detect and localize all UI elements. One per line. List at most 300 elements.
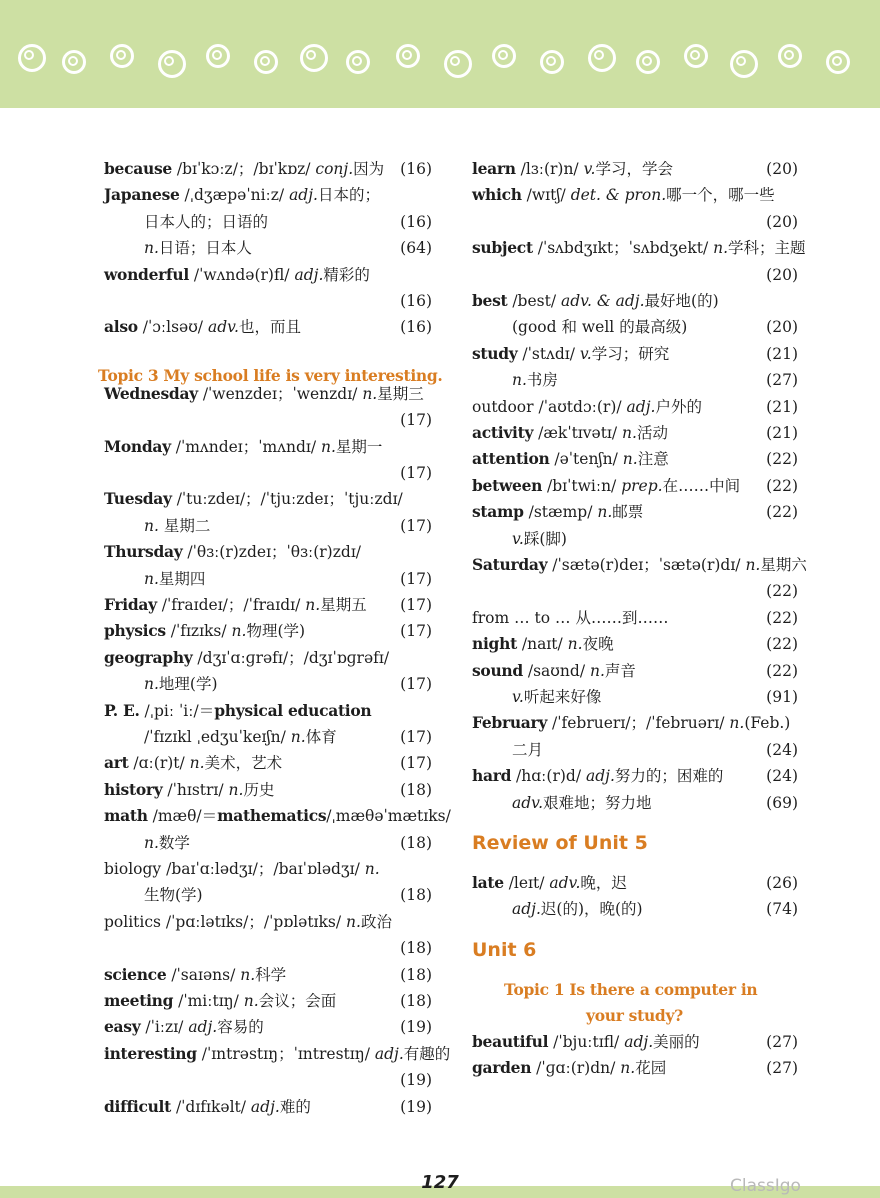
entry-line [512,367,558,393]
entry-line [472,763,723,789]
pronunciation: /ˈθɜː(r)zdeɪ；ˈθɜː(r)zdɪ/ [182,543,361,562]
pronunciation: /best/ [507,292,561,310]
pronunciation: /wɪtʃ/ [521,186,571,205]
continuation: 二月 [512,740,544,759]
headword: beautiful [472,1031,549,1051]
meaning: 邮票 [612,503,644,522]
meaning: 容易的 [217,1018,264,1037]
headword: difficult [104,1096,172,1116]
headword: math [104,806,148,826]
page-reference: (20) [766,265,798,284]
entry-line [472,182,775,208]
ring-ornament [62,50,86,74]
continuation: 生物(学) [144,886,203,905]
part-of-speech: n. [362,384,378,403]
part-of-speech: n. [729,714,745,733]
pronunciation: /leɪt/ [503,874,550,892]
meaning: 迟(的)，晚(的) [540,900,643,919]
page-reference: (27) [766,1059,798,1078]
pronunciation: /ˈmiːtɪŋ/ [173,992,244,1010]
page-reference: (64) [400,239,432,258]
watermark: ClassIgo [730,1176,801,1196]
meaning: 科学 [255,965,287,984]
ring-ornament [346,50,370,74]
meaning: 艰难地；努力地 [543,793,652,812]
meaning: 物理(学) [246,622,306,641]
entry-line [472,710,790,736]
part-of-speech: adj. [250,1097,280,1116]
meaning: (Feb.) [744,714,791,733]
pronunciation: /ɑː(r)t/ [128,754,190,773]
pronunciation: /lɜː(r)n/ [515,160,584,178]
page-reference: (21) [766,424,798,442]
pronunciation: /naɪt/ [516,635,568,654]
page-reference: (17) [400,754,432,773]
headword: best [472,291,508,310]
meaning: 体育 [305,728,337,746]
pronunciation: /ˌdʒæpəˈniːz/ [179,186,290,205]
page-reference: (20) [766,212,798,231]
pronunciation: /ˈtuːzdeɪ/；/ˈtjuːzdeɪ；ˈtjuːzdɪ/ [171,490,403,509]
page-reference: (22) [766,503,798,522]
entry-line [472,631,614,657]
entry-line [104,262,370,288]
page-reference: (27) [766,371,798,390]
part-of-speech: n. [290,728,306,746]
entry-line [472,235,806,261]
meaning: 从……到…… [575,608,669,627]
pronunciation: /bɪˈtwiːn/ [542,476,622,495]
page-reference: (26) [766,874,798,892]
meaning: 活动 [636,424,668,442]
part-of-speech: n. [567,635,583,654]
entry-line [104,803,451,829]
headword: Friday [104,595,157,614]
entry-line [104,1094,311,1120]
part-of-speech: v. [579,344,592,363]
pronunciation: /ˈfraɪdeɪ/；/ˈfraɪdɪ/ [156,596,306,614]
pronunciation: /əˈtenʃn/ [549,450,623,469]
part-of-speech: adv. [549,874,581,892]
meaning: 注意 [637,450,669,469]
entry-line [104,618,305,644]
part-of-speech: v. [512,529,524,548]
meaning: 学习，学会 [595,160,673,178]
pronunciation: /ˈsaɪəns/ [166,965,241,984]
headword: meeting [104,991,174,1010]
meaning: 因为 [353,160,385,178]
entry-line [104,988,336,1014]
page-reference: (69) [766,793,798,812]
pronunciation: /ˈaʊtdɔː(r)/ [533,397,627,416]
pronunciation: /ˈiːzɪ/ [140,1018,189,1037]
ring-ornament [588,44,616,72]
headword: Monday [104,436,171,456]
headword: attention [472,449,550,469]
part-of-speech: n. [305,596,321,614]
meaning: 星期二 [158,516,211,535]
headword-expansion: physical education [214,700,372,720]
page-reference: (16) [400,212,432,231]
headword: also [104,317,138,337]
entry-line [104,750,282,776]
entry-line [144,724,337,750]
meaning: 踩(脚) [523,529,567,548]
entry-line [472,870,627,896]
continuation: /ˈfɪzɪkl ˌedʒuˈkeɪʃn/ [144,728,291,746]
pronunciation: /ˈstʌdɪ/ [517,344,580,363]
pronunciation: /mæθ/＝ [147,807,218,826]
part-of-speech: n. [622,450,638,469]
page-reference: (22) [766,450,798,469]
meaning: 数学 [158,833,190,852]
headword: activity [472,423,534,442]
headword: art [104,753,129,773]
entry-line [512,314,687,340]
entry-line [104,314,301,340]
entry-line [472,446,669,472]
headword: learn [472,159,516,178]
page-reference: (19) [400,1018,432,1037]
pronunciation: /ˌmæθəˈmætɪks/ [326,807,451,826]
entry-line [472,499,643,525]
entry-line [472,420,668,446]
pronunciation: /ˈmʌndeɪ；ˈmʌndɪ/ [170,437,321,456]
part-of-speech: n. [243,992,259,1010]
entry-line [472,156,673,182]
page-reference: (20) [766,160,798,178]
headword: Saturday [472,555,548,574]
meaning: 星期四 [158,569,206,588]
entry-line [472,473,740,499]
pronunciation: /ˈsʌbdʒɪkt；ˈsʌbdʒekt/ [532,239,714,258]
part-of-speech: n. [589,661,605,680]
headword: science [104,964,167,984]
meaning: 也，而且 [238,318,301,337]
page-reference: (18) [400,965,432,984]
page-reference: (91) [766,688,798,706]
page-reference: (16) [400,318,432,337]
entry-line [144,566,205,592]
meaning: 在……中间 [662,476,741,495]
page-reference: (16) [400,160,432,178]
entry-line [472,1055,666,1081]
ring-ornament [110,44,134,68]
entry-line [104,1014,264,1040]
part-of-speech: n. [745,556,761,574]
entry-line [104,1041,450,1067]
meaning: 星期三 [377,384,424,403]
entry-line [472,658,636,684]
meaning: 学习；研究 [591,344,670,363]
page-reference: (17) [400,596,432,614]
pronunciation: /saʊnd/ [522,661,590,680]
meaning: 夜晚 [582,635,614,654]
meaning: 政治 [360,912,392,931]
part-of-speech: adj. [626,397,656,416]
entry-line [144,513,210,539]
meaning: 日本的； [317,186,380,205]
page-reference: (17) [400,411,432,430]
page-reference: (19) [400,1071,432,1090]
meaning: 晚，迟 [580,874,627,892]
entry-line [104,777,274,803]
part-of-speech: n. [231,622,247,641]
ring-ornament [396,44,420,68]
meaning: 星期一 [335,437,383,456]
meaning: 花园 [635,1059,667,1078]
page-reference: (17) [400,569,432,588]
page-reference: (24) [766,767,798,786]
entry-line [472,288,719,314]
entry-line [472,1029,700,1055]
entry-line [512,737,543,763]
pronunciation: /ˈɪntrəstɪŋ；ˈɪntrestɪŋ/ [196,1044,375,1063]
headword: which [472,185,522,205]
entry-line [104,856,380,882]
headword: garden [472,1058,532,1078]
headword: sound [472,660,523,680]
headword: night [472,634,517,654]
entry-line [512,684,601,710]
pronunciation: /ˈɔːlsəʊ/ [137,318,208,337]
pronunciation: /bɪˈkɔːz/；/bɪˈkɒz/ [171,160,316,178]
section-title: Unit 6 [472,938,537,961]
entry-line [104,592,367,618]
headword: easy [104,1017,141,1037]
part-of-speech: adj. [374,1044,404,1063]
pronunciation: /ˈwenzdeɪ；ˈwenzdɪ/ [197,384,363,403]
part-of-speech: n. [597,503,613,522]
entry-line [472,605,668,631]
meaning: 有趣的 [403,1044,451,1063]
page-reference: (21) [766,397,798,416]
page-reference: (17) [400,728,432,746]
headword: outdoor [472,397,534,416]
part-of-speech: adj. [294,265,324,284]
ring-ornament [730,50,758,78]
part-of-speech: n. [620,1059,636,1078]
pronunciation: /ækˈtɪvətɪ/ [533,424,623,442]
ring-ornament [826,50,850,74]
ring-ornament [636,50,660,74]
part-of-speech: v. [512,688,524,706]
meaning: 美丽的 [653,1032,700,1051]
part-of-speech: adj. [188,1018,218,1037]
entry-line [144,209,268,235]
entry-line [104,909,392,935]
meaning: 星期五 [320,596,367,614]
entry-line [104,486,403,512]
entry-line [472,394,702,420]
entry-line [512,526,567,552]
headword: because [104,159,172,178]
part-of-speech: adv. [512,793,544,812]
headword: politics [104,912,161,931]
entry-line [104,698,371,724]
part-of-speech: adv. [207,318,239,337]
headword: hard [472,766,512,786]
pronunciation: /ˈpɑːlətɪks/；/ˈpɒlətɪks/ [161,912,347,931]
entry-line [104,645,389,671]
headword: Thursday [104,542,183,562]
page-reference: (17) [400,622,432,641]
part-of-speech: n. [189,754,205,773]
page-reference: (18) [400,992,432,1010]
entry-line [472,552,807,578]
pronunciation: /hɑː(r)d/ [511,767,586,786]
entry-line [512,790,652,816]
entry-line [472,341,669,367]
pronunciation: /ˈdɪfɪkəlt/ [171,1097,251,1116]
headword: subject [472,238,533,258]
headword: Wednesday [104,383,198,403]
page-reference: (17) [400,516,432,535]
part-of-speech: adj. [512,900,541,919]
page-reference: (17) [400,675,432,694]
meaning: 最好地(的) [644,292,719,310]
pronunciation: /stæmp/ [523,503,598,522]
page-reference: (22) [766,582,798,601]
entry-line [144,235,252,261]
pronunciation: /ˈfebruerɪ/；/ˈfebruərɪ/ [547,714,730,733]
page-reference: (27) [766,1032,798,1051]
headword: physics [104,621,166,641]
page-reference: (74) [766,900,798,919]
headword: biology [104,860,162,878]
entry-line [104,182,380,208]
page-reference: (19) [400,1097,432,1116]
headword: Tuesday [104,489,172,509]
meaning: 精彩的 [323,265,370,284]
part-of-speech: n. [321,437,336,456]
headword: February [472,713,548,733]
meaning: 书房 [526,371,558,390]
ring-ornament [492,44,516,68]
entry-line [104,156,384,182]
topic-heading: Topic 1 Is there a computer in [504,979,758,999]
meaning: 历史 [243,780,275,799]
pronunciation: /ˈhɪstrɪ/ [162,780,229,799]
headword: interesting [104,1043,197,1063]
topic-heading: your study? [586,1005,683,1025]
pronunciation: /ˈwʌndə(r)fl/ [188,265,295,284]
pronunciation: /ˈbjuːtɪfl/ [548,1032,625,1051]
headword: stamp [472,502,524,522]
part-of-speech: n. [364,860,380,878]
meaning: 会议；会面 [258,992,337,1010]
meaning: 地理(学) [158,675,218,694]
top-decorative-band [0,0,880,108]
part-of-speech: n. [144,239,159,258]
meaning: 哪一个，哪一些 [666,186,775,205]
page-reference: (22) [766,608,798,627]
part-of-speech: n. [240,965,256,984]
pronunciation: /ˈfɪzɪks/ [165,622,232,641]
ring-ornament [254,50,278,74]
ring-ornament [300,44,328,72]
page-reference: (22) [766,476,798,495]
part-of-speech: n. [622,424,637,442]
pronunciation: /baɪˈɑːlədʒɪ/；/baɪˈɒlədʒɪ/ [161,860,365,878]
ring-ornament [18,44,46,72]
topic-heading: Topic 3 My school life is very interesting. [98,365,443,385]
part-of-speech: adj. [289,186,318,205]
meaning: 日语；日本人 [158,239,252,258]
pronunciation: /ˌpiː ˈiː/＝ [139,701,215,720]
page-reference: (21) [766,344,798,363]
page-reference: (24) [766,740,798,759]
meaning: 声音 [604,661,636,680]
part-of-speech: n. [228,780,244,799]
page-reference: (17) [400,464,432,482]
part-of-speech: n. [512,371,527,390]
headword: wonderful [104,264,189,284]
entry-line [144,671,218,697]
meaning: 星期六 [760,556,807,574]
page-reference: (18) [400,833,432,852]
ring-ornament [158,50,186,78]
entry-line [104,381,424,407]
entry-line [104,539,361,565]
headword: Japanese [104,185,180,205]
part-of-speech: n. [144,569,159,588]
meaning: 户外的 [655,397,702,416]
headword: late [472,873,504,892]
page-number: 127 [421,1172,459,1193]
headword: P. E. [104,700,140,720]
meaning: 难的 [279,1097,311,1116]
page-reference: (18) [400,780,432,799]
pronunciation: /ˈɡɑː(r)dn/ [531,1059,621,1078]
part-of-speech: n. [144,833,159,852]
page-reference: (18) [400,886,432,905]
part-of-speech: n. [144,516,159,535]
part-of-speech: v. [583,160,596,178]
page-reference: (22) [766,635,798,654]
part-of-speech: det. & pron. [570,186,667,205]
pronunciation: /ˈsætə(r)deɪ；ˈsætə(r)dɪ/ [547,556,746,574]
entry-line [104,962,286,988]
part-of-speech: n. [713,239,729,258]
pronunciation: /dʒɪˈɑːɡrəfɪ/；/dʒɪˈɒɡrəfɪ/ [192,648,390,667]
meaning: 美术，艺术 [204,754,283,773]
entry-line [104,434,382,460]
section-title: Review of Unit 5 [472,832,648,854]
ring-ornament [206,44,230,68]
headword: between [472,475,543,495]
part-of-speech: n. [144,675,159,694]
entry-line [144,830,190,856]
part-of-speech: adj. [585,767,615,786]
headword: history [104,779,163,799]
page-reference: (22) [766,661,798,680]
entry-line [144,882,203,908]
headword: from … to … [472,608,571,627]
entry-line [512,896,643,922]
continuation: 日本人的；日语的 [144,212,269,231]
part-of-speech: adj. [624,1032,654,1051]
part-of-speech: prep. [621,476,663,495]
headword: study [472,343,518,363]
ring-ornament [444,50,472,78]
ring-ornament [540,50,564,74]
headword-expansion: mathematics [217,806,327,826]
page-reference: (16) [400,292,432,310]
meaning: 学科；主题 [728,239,806,258]
meaning: 努力的；困难的 [614,767,724,786]
headword: geography [104,647,193,667]
